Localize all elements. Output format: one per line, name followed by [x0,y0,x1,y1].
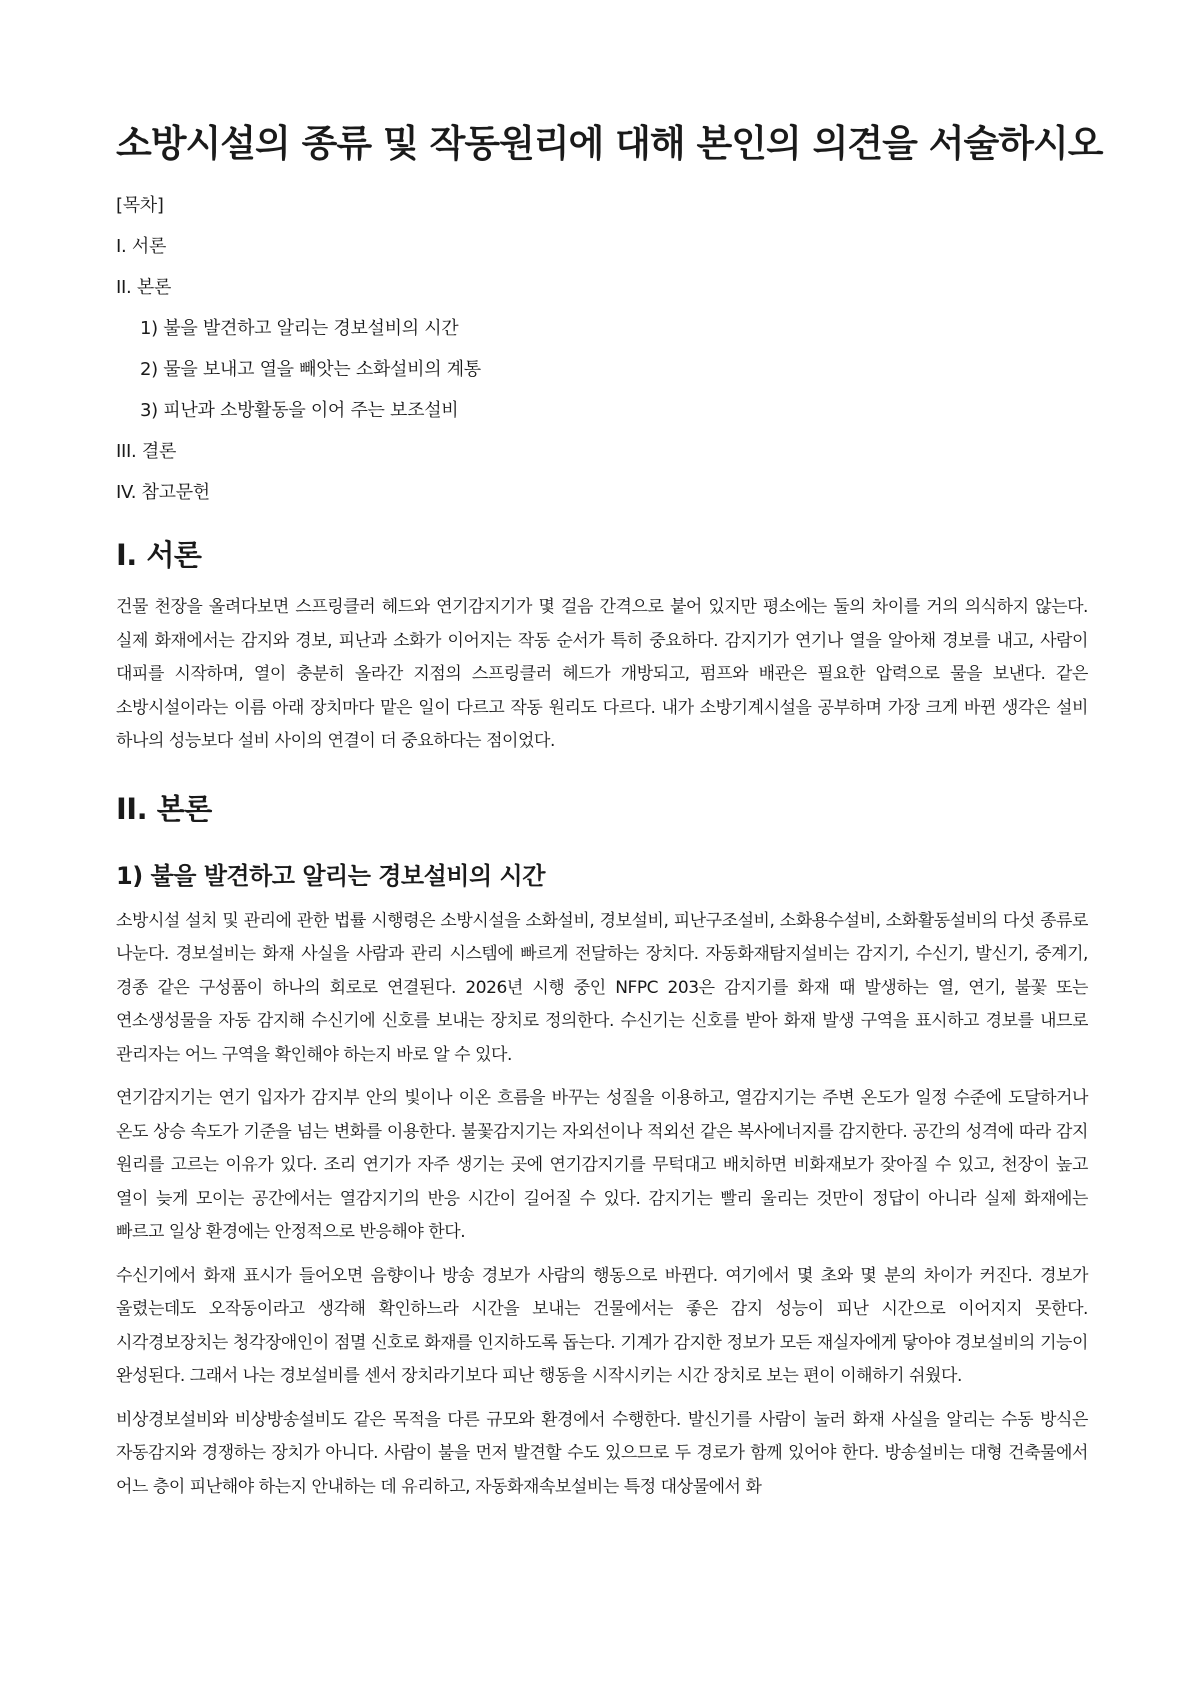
body-paragraph: 수신기에서 화재 표시가 들어오면 음향이나 방송 경보가 사람의 행동으로 바뀐다. 여기에서 몇 초와 몇 분의 차이가 커진다. 경보가 울렸는데도 오작동이라고 생각해 확인하느라 시간을 보내는 건물에서는 좋은 감지 성능이 피난 시간으로 이어지지 못한다. 시각경보장치는 청각장애인이 점멸 신호로 화재를 인지하도록 돕는다. 기계가 감지한 정보가 모든 재실자에게 닿아야 경보설비의 기능이 완성된다. 그래서 나는 경보설비를 센서 장치라기보다 피난 행동을 시작시키는 시간 장치로 보는 편이 이해하기 쉬웠다. [116,1265,1088,1386]
main-body-section [116,789,1088,1505]
document-title: 소방시설의 종류 및 작동원리에 대해 본인의 의견을 서술하시오 [116,122,1103,165]
body-paragraph: 연기감지기는 연기 입자가 감지부 안의 빛이나 이온 흐름을 바꾸는 성질을 이용하고, 열감지기는 주변 온도가 일정 수준에 도달하거나 온도 상승 속도가 기준을 넘는 변화를 이용한다. 불꽃감지기는 자외선이나 적외선 같은 복사에너지를 감지한다. 공간의 성격에 따라 감지 원리를 고르는 이유가 있다. 조리 연기가 자주 생기는 곳에 연기감지기를 무턱대고 배치하면 비화재보가 잦아질 수 있고, 천장이 높고 열이 늦게 모이는 공간에서는 열감지기의 반응 시간이 길어질 수 있다. 감지기는 빨리 울리는 것만이 정답이 아니라 실제 화재에는 빠르고 일상 환경에는 안정적으로 반응해야 한다. [116,1088,1088,1242]
body-paragraph: 소방시설 설치 및 관리에 관한 법률 시행령은 소방시설을 소화설비, 경보설비, 피난구조설비, 소화용수설비, 소화활동설비의 다섯 종류로 나눈다. 경보설비는 화재 사실을 사람과 관리 시스템에 빠르게 전달하는 장치다. 자동화재탐지설비는 감지기, 수신기, 발신기, 중계기, 경종 같은 구성품이 하나의 회로로 연결된다. 2026년 시행 중인 NFPC 203은 감지기를 화재 때 발생하는 열, 연기, 불꽃 또는 연소생성물을 자동 감지해 수신기에 신호를 보내는 장치로 정의한다. 수신기는 신호를 받아 화재 발생 구역을 표시하고 경보를 내므로 관리자는 어느 구역을 확인해야 하는지 바로 알 수 있다. [116,910,1088,1065]
introduction-heading: I. 서론 [116,538,202,572]
toc-item-introduction: I. 서론 [116,236,167,257]
introduction-paragraph: 건물 천장을 올려다보면 스프링클러 헤드와 연기감지기가 몇 걸음 간격으로 붙어 있지만 평소에는 둘의 차이를 거의 의식하지 않는다. 실제 화재에서는 감지와 경보, 피난과 소화가 이어지는 작동 순서가 특히 중요하다. 감지기가 연기나 열을 알아채 경보를 내고, 사람이 대피를 시작하며, 열이 충분히 올라간 지점의 스프링클러 헤드가 개방되고, 펌프와 배관은 필요한 압력으로 물을 보낸다. 같은 소방시설이라는 이름 아래 장치마다 맡은 일이 다르고 작동 원리도 다르다. 내가 소방기계시설을 공부하며 가장 크게 바뀐 생각은 설비 하나의 성능보다 설비 사이의 연결이 더 중요하다는 점이었다. [116,597,1088,751]
toc-item-references: IV. 참고문헌 [116,482,210,503]
toc-item-extinguishing-systems: 2) 물을 보내고 열을 빼앗는 소화설비의 계통 [140,359,481,380]
toc-item-conclusion: III. 결론 [116,441,177,462]
main-body-heading: II. 본론 [116,791,212,826]
body-paragraph: 비상경보설비와 비상방송설비도 같은 목적을 다른 규모와 환경에서 수행한다. 발신기를 사람이 눌러 화재 사실을 알리는 수동 방식은 자동감지와 경쟁하는 장치가 아니다. 사람이 불을 먼저 발견할 수도 있으므로 두 경로가 함께 있어야 한다. 방송설비는 대형 건축물에서 어느 층이 피난해야 하는지 안내하는 데 유리하고, 자동화재속보설비는 특정 대상물에서 화 [116,1409,1088,1497]
table-of-contents [116,194,1088,505]
toc-item-main-body: II. 본론 [116,277,172,298]
toc-item-auxiliary-systems: 3) 피난과 소방활동을 이어 주는 보조설비 [140,400,459,421]
toc-item-alarm-systems: 1) 불을 발견하고 알리는 경보설비의 시간 [140,318,459,339]
toc-heading: [목차] [116,195,164,216]
introduction-section [116,535,1088,759]
alarm-systems-heading: 1) 불을 발견하고 알리는 경보설비의 시간 [116,861,545,890]
